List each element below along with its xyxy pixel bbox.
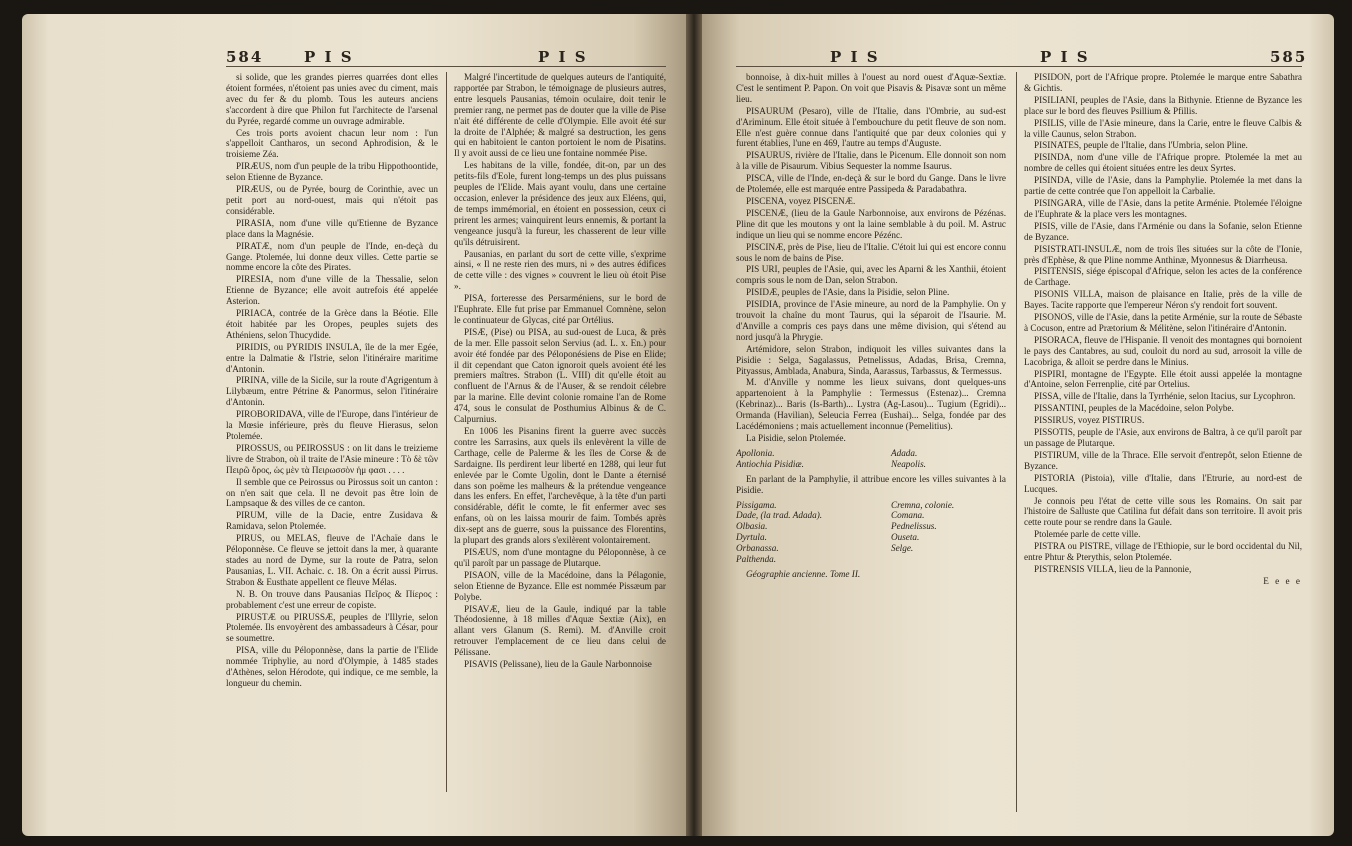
paragraph: PISAVIS (Pelissane), lieu de la Gaule Narbonnoise xyxy=(464,659,652,670)
paragraph: PIRASIA, nom d'une ville qu'Etienne de Byzance place dans la Magnésie. xyxy=(226,217,438,239)
paragraph: PISONIS VILLA, maison de plaisance en Italie, près de la ville de Bayes. Tacite rapporte que l'empereur Néron s'y rendoit fort souvent. xyxy=(1024,289,1302,311)
city-table xyxy=(736,500,1006,565)
paragraph: PISCA, ville de l'Inde, en-deçà & sur le bord du Gange. Dans le livre de Ptolemée, elle est marquée entre Passipeda & Paradabathra. xyxy=(736,173,1006,195)
running-head: P I S xyxy=(830,48,880,66)
paragraph: PISIDON, port de l'Afrique propre. Ptolemée le marque entre Sabathra & Gichtis. xyxy=(1024,72,1302,93)
paragraph: PISÆ, (Pise) ou PISA, au sud-ouest de Luca, & près de la mer. Elle passoit selon Servius (ad. L. x. En.) pour avoir été fondée par des Péloponésiens de Pise en Elide; il dit cependant que Caton ignoroit quels avoient été les premiers maîtres. Strabon (L. VIII) dit qu'elle étoit au confluent de l'Arnus & de l'Auser, & se rendoit célebre par la marine. Elle devint colonie romaine l'an de Rome 474, sous le consulat de Posthumius Albinus & de C. Calpurnius. xyxy=(454,326,666,425)
book-spread xyxy=(22,14,1334,836)
table-cell: Apollonia. xyxy=(736,447,775,458)
city-table xyxy=(736,448,1006,470)
text-column-2 xyxy=(454,72,666,822)
paragraph: PISA, ville du Péloponnèse, dans la partie de l'Elide nommée Triphylie, au nord d'Olympie, à 1485 stades d'Athènes, selon Hérodote, qui indique, ce me semble, la longueur du chemin. xyxy=(226,645,438,688)
table-column xyxy=(891,448,1006,470)
table-cell: Dade, (la trad. Adada). xyxy=(736,510,823,521)
paragraph: PISINATES, peuple de l'Italie, dans l'Umbria, selon Pline. xyxy=(1034,140,1248,151)
paragraph: PISCENÆ, (lieu de la Gaule Narbonnoise, aux environs de Pézénas. Pline dit que les moutons y ont la laine semblable à du poil. M. Astruc indique un lieu qui se nomme encore Pézénc. xyxy=(736,207,1006,240)
table-cell: Orbanassa. xyxy=(736,543,779,554)
paragraph: PIRIACA, contrée de la Grèce dans la Béotie. Elle étoit habitée par les Oropes, peuples sujets des Athéniens, selon Thucydide. xyxy=(226,308,438,340)
paragraph: PISAVÆ, lieu de la Gaule, indiqué par la table Théodosienne, à 18 milles d'Aquæ Sextiæ (Aix), en allant vers Glanum (S. Remi). M. d'Anville croit retrouver l'emplacement de ce lieu dans celui de Pélissane. xyxy=(454,603,666,658)
paragraph: PIRÆUS, nom d'un peuple de la tribu Hippothoontide, selon Etienne de Byzance. xyxy=(226,161,438,183)
paragraph: PIROSSUS, ou PEIROSSUS : on lit dans le treizieme livre de Strabon, où il traite de l'Asie mineure : Τὸ δὲ τῶν Πειρῶ ὄρος, ὡς μὲν τὰ Πειρωσσὸν ἡμ φασι . . . . xyxy=(226,442,438,475)
paragraph: PISTRA ou PISTRE, village de l'Ethiopie, sur le bord occidental du Nil, entre Phtur & Pterythis, selon Ptolemée. xyxy=(1024,541,1302,563)
table-cell: Olbasia. xyxy=(736,521,768,532)
paragraph: PISA, forteresse des Persarméniens, sur le bord de l'Euphrate. Elle fut prise par Emmanuel Comnène, selon le continuateur de Glycas, cité par Ortélius. xyxy=(454,293,666,325)
paragraph: PISTIRUM, ville de la Thrace. Elle servoit d'entrepôt, selon Etienne de Byzance. xyxy=(1024,449,1302,471)
text-column-1 xyxy=(736,72,1006,828)
paragraph: PISSIRUS, voyez PISTIRUS. xyxy=(1034,415,1145,426)
paragraph: PISÆUS, nom d'une montagne du Péloponnèse, à ce qu'il paroît par un passage de Plutarque. xyxy=(454,546,666,568)
table-column xyxy=(736,500,851,565)
paragraph: Ces trois ports avoient chacun leur nom : l'un s'appelloit Cantharos, un second Aphrodision, & le troisieme Zéa. xyxy=(226,127,438,160)
table-cell: Antiochia Pisidiæ. xyxy=(736,458,804,469)
table-cell: Neapolis. xyxy=(891,458,926,469)
page-number: 585 xyxy=(1270,48,1308,66)
text-column-2 xyxy=(1024,72,1302,828)
paragraph: PISILIANI, peuples de l'Asie, dans la Bithynie. Etienne de Byzance les place sur le bord des fleuves Psillium & Pfillis. xyxy=(1024,94,1302,116)
paragraph: PISINDA, nom d'une ville de l'Afrique propre. Ptolemée la met au nombre de celles qui étoient situées entre les deux Syrtes. xyxy=(1024,152,1302,174)
running-head: P I S xyxy=(304,48,354,66)
paragraph: PISCINÆ, près de Pise, lieu de l'Italie. C'étoit lui qui est encore connu sous le nom de bains de Pise. xyxy=(736,241,1006,263)
paragraph: La Pisidie, selon Ptolemée. xyxy=(746,433,846,443)
paragraph: PISILIS, ville de l'Asie mineure, dans la Carie, entre le fleuve Calbis & la ville Caunus, selon Strabon. xyxy=(1024,117,1302,139)
table-cell: Comana. xyxy=(891,510,925,521)
table-cell: Palthenda. xyxy=(736,554,777,565)
column-rule xyxy=(1016,72,1017,812)
page-number: 584 xyxy=(226,48,264,66)
table-cell: Dyrtula. xyxy=(736,532,767,543)
signature-mark: E e e e xyxy=(1263,575,1302,586)
paragraph: PISSOTIS, peuple de l'Asie, aux environs de Baltra, à ce qu'il paroît par un passage de Plutarque. xyxy=(1024,427,1302,448)
paragraph: PISISTRATI-INSULÆ, nom de trois îles situées sur la côte de l'Ionie, près d'Ephèse, & que Pline nomme Anthinæ, Myonnesus & Diarrheusa. xyxy=(1024,243,1302,265)
table-cell: Selge. xyxy=(891,543,914,554)
paragraph: PIRUM, ville de la Dacie, entre Zusidava & Ramidava, selon Ptolemée. xyxy=(226,510,438,532)
text-column-1 xyxy=(226,72,438,822)
head-rule xyxy=(736,66,1302,67)
paragraph: Artémidore, selon Strabon, indiquoit les villes suivantes dans la Pisidie : Selga, Sagalassus, Petnelissus, Adadas, Brisa, Cremna, Pityassus, Amblada, Anabura, Sinda, Aarassus, Tarbassus, & Termessus. xyxy=(736,343,1006,376)
book-gutter xyxy=(686,14,702,836)
paragraph: PISSANTINI, peuples de la Macédoine, selon Polybe. xyxy=(1034,403,1234,414)
paragraph: Pausanias, en parlant du sort de cette ville, s'exprime ainsi, « Il ne reste rien des murs, ni » des autres édifices de cette ville : des vignes » couvrent le lieu où étoit Pise ». xyxy=(454,248,666,292)
table-cell: Pednelissus. xyxy=(891,521,937,532)
table-cell: Cremna, colonie. xyxy=(891,499,955,510)
paragraph: PIRIDIS, ou PYRIDIS INSULA, île de la mer Egée, entre la Dalmatie & l'Istrie, selon l'itinéraire maritime d'Antonin. xyxy=(226,341,438,374)
paragraph: bonnoise, à dix-huit milles à l'ouest au nord ouest d'Aquæ-Sextiæ. C'est le sentiment P. Papon. On voit que Pisavis & Pisavæ sont un même lieu. xyxy=(736,72,1006,104)
paragraph: PISAURUS, rivière de l'Italie, dans le Picenum. Elle donnoit son nom à la ville de Pisaurum. Vibius Sequester la nomme Isaurus. xyxy=(736,150,1006,172)
right-page xyxy=(702,14,1334,836)
table-cell: Adada. xyxy=(891,447,918,458)
running-head: P I S xyxy=(538,48,588,66)
paragraph: PIRATÆ, nom d'un peuple de l'Inde, en-deçà du Gange. Ptolemée, lui donne deux villes. Cette partie se nomme encore la côte des Pirates. xyxy=(226,240,438,273)
paragraph: PISAURUM (Pesaro), ville de l'Italie, dans l'Ombrie, au sud-est d'Ariminum. Elle étoit située à l'embouchure du petit fleuve de son nom. Elle n'est guère connue dans l'antiquité que par deux colonies qui y furent établies, l'une en 469, l'autre au temps d'Auguste. xyxy=(736,105,1006,149)
paragraph: PISTORIA (Pistoia), ville d'Italie, dans l'Etrurie, au nord-est de Lucques. xyxy=(1024,472,1302,494)
table-cell: Pissigama. xyxy=(736,499,777,510)
paragraph: PISTRENSIS VILLA, lieu de la Pannonie, xyxy=(1034,563,1192,574)
paragraph: PISIDÆ, peuples de l'Asie, dans la Pisidie, selon Pline. xyxy=(746,287,950,298)
paragraph: PISONOS, ville de l'Asie, dans la petite Arménie, sur la route de Sébaste à Cocuson, entre ad Prætorium & Mélitène, selon l'itinéraire d'Antonin. xyxy=(1024,312,1302,333)
page-footer: Géographie ancienne. Tome II. xyxy=(746,568,861,579)
paragraph: Les habitans de la ville, fondée, dit-on, par un des petits-fils d'Eole, furent long-temps un des plus puissans peuples de l'Elide. Mais ayant voulu, dans une certaine occasion, enlever la présidence des jeux aux Eléens, qui, de temps immémorial, en étoient en possession, ceux ci prirent les armes; vainquirent leurs ennemis, & portant la vengeance jusqu'à la fureur, les chasserent de leur ville qu'ils détruisirent. xyxy=(454,160,666,247)
table-column xyxy=(891,500,1006,565)
table-cell xyxy=(891,554,1006,565)
paragraph: Ptolemée parle de cette ville. xyxy=(1034,529,1141,540)
paragraph: PISIS, ville de l'Asie, dans l'Arménie ou dans la Sofanie, selon Etienne de Byzance. xyxy=(1024,220,1302,242)
left-page xyxy=(22,14,686,836)
paragraph: PIRESIA, nom d'une ville de la Thessalie, selon Etienne de Byzance; elle avoit autrefois été appelée Asterion. xyxy=(226,274,438,307)
table-column xyxy=(736,448,851,470)
paragraph: PISINDA, ville de l'Asie, dans la Pamphylie. Ptolemée la met dans la partie de cette contrée que l'on appelloit la Carbalie. xyxy=(1024,175,1302,197)
paragraph: PISORACA, fleuve de l'Hispanie. Il venoit des montagnes qui bornoient le pays des Cantabres, au sud, couloit du nord au sud, arrosoit la ville de Lacobriga, & alloit se perdre dans le Minius. xyxy=(1024,334,1302,367)
paragraph: PISITENSIS, siége épiscopal d'Afrique, selon les actes de la conférence de Carthage. xyxy=(1024,266,1302,288)
column-rule xyxy=(446,72,447,792)
paragraph: PISSA, ville de l'Italie, dans la Tyrrhénie, selon Itacius, sur Lycophron. xyxy=(1034,391,1296,402)
paragraph: N. B. On trouve dans Pausanias Πεῖρος & Πίερος : probablement c'est une erreur de copiste. xyxy=(226,588,438,610)
paragraph: M. d'Anville y nomme les lieux suivans, dont quelques-uns appartenoient à la Pamphylie : Termessus (Estenaz)... Cremna (Kebrinaz)... Baris (Is-Barth)... Lystra (Ag-Lasou)... Tugium (Egridi)... Ormanda (Havilian), Seleucia Ferrea (Eushai)... Selga, fondée par des Lacédémoniens ; mais actuellement inconnue (Pemelitius). xyxy=(736,377,1006,432)
paragraph: PIRUS, ou MELAS, fleuve de l'Achaïe dans le Péloponnèse. Ce fleuve se jettoit dans la mer, à quarante stades au nord de Dyme, sur la route de Patra, selon Pausanias, L. VII. Achaic. c. 18. On a écrit aussi Pirrus. Strabon & Eusthate appellent ce fleuve Mélas. xyxy=(226,533,438,587)
paragraph: Il semble que ce Peirossus ou Pirossus soit un canton : on n'en sait que cela. Il ne devoit pas être loin de Lampsaque & des villes de ce canton. xyxy=(226,476,438,509)
paragraph: PIS URI, peuples de l'Asie, qui, avec les Aparni & les Xanthii, étoient compris sous le nom de Dan, selon Strabon. xyxy=(736,264,1006,286)
paragraph: PISAON, ville de la Macédoine, dans la Pélagonie, selon Etienne de Byzance. Elle est nommée Pissæum par Polybe. xyxy=(454,569,666,602)
paragraph: Malgré l'incertitude de quelques auteurs de l'antiquité, rapportée par Strabon, le témoignage de plusieurs autres, entre lesquels Pausanias, témoin oculaire, doit tenir le premier rang, ne permet pas de douter que la ville de Pise n'ait été différente de celle d'Olympie. Elle avoit été sur la droite de l'Alphée; & malgré sa destruction, les gens qui en habitoient le canton portoient le nom de Pisatins. Il y avoit aussi de ce lieu une fontaine nommée Pise. xyxy=(454,72,666,159)
paragraph: En parlant de la Pamphylie, il attribue encore les villes suivantes à la Pisidie. xyxy=(736,473,1006,495)
head-rule xyxy=(226,66,666,67)
paragraph: En 1006 les Pisanins firent la guerre avec succès contre les Sarrasins, aux quels ils enlevèrent la ville de Carthage, celle de Palerme & les îles de Corse & de Sardaigne. Ils perdirent leur liberté en 1288, qui leur fut enlevée par le Comte Ugolin, dont le Dante a éternisé dans son poëme les malheurs & la prétendue vengeance dans les enfers. En effet, l'archevêque, à la tête d'un parti considérable, défit le comte, le fit enfermer avec ses enfans, où on les laissa mourir de faim. Tombés après dix-sept ans de guerre, sous la puissance des Florentins, la plupart des grands alors s'exilèrent volontairement. xyxy=(454,426,666,546)
table-cell: Ouseta. xyxy=(891,532,920,543)
paragraph: Je connois peu l'état de cette ville sous les Romains. On sait par l'histoire de Salluste que Catilina fut défait dans son territoire. Il avoit pris cette route pour se rendre dans la Gaule. xyxy=(1024,495,1302,528)
paragraph: PIRÆUS, ou de Pyrée, bourg de Corinthie, avec un petit port au nord-ouest, mais qui n'étoit pas considérable. xyxy=(226,184,438,216)
paragraph: PIROBORIDAVA, ville de l'Europe, dans l'intérieur de la Mœsie inférieure, près du fleuve Hierasus, selon Ptolemée. xyxy=(226,409,438,441)
paragraph: PISINGARA, ville de l'Asie, dans la petite Arménie. Ptolemée l'éloigne de l'Euphrate & la place vers les montagnes. xyxy=(1024,197,1302,219)
paragraph: PISCENA, voyez PISCENÆ. xyxy=(746,195,856,206)
paragraph: PISIDIA, province de l'Asie mineure, au nord de la Pamphylie. On y trouvoit la chaîne du mont Taurus, qui la séparoit de l'Isaurie. M. d'Anville a compris ces pays dans une même division, qui s'étend au nord jusqu'à la Phrygie. xyxy=(736,299,1006,342)
paragraph: PIRINA, ville de la Sicile, sur la route d'Agrigentum à Lilybæum, entre Pétrine & Panormus, selon l'itinéraire d'Antonin. xyxy=(226,375,438,408)
running-head: P I S xyxy=(1040,48,1090,66)
paragraph: si solide, que les grandes pierres quarrées dont elles étoient formées, n'étoient pas unies avec du ciment, mais avec du fer & du plomb. Tous les auteurs anciens s'accordent à dire que Philon fut l'architecte de l'arsenal du Pyrée, regardé comme un ouvrage admirable. xyxy=(226,72,438,126)
paragraph: PISPIRI, montagne de l'Egypte. Elle étoit aussi appelée la montagne d'Antoine, selon Ferrenplie, cité par Ortelius. xyxy=(1024,368,1302,390)
paragraph: PIRUSTÆ ou PIRUSSÆ, peuples de l'Illyrie, selon Ptolemée. Ils envoyèrent des ambassadeurs à César, pour se soumettre. xyxy=(226,611,438,644)
